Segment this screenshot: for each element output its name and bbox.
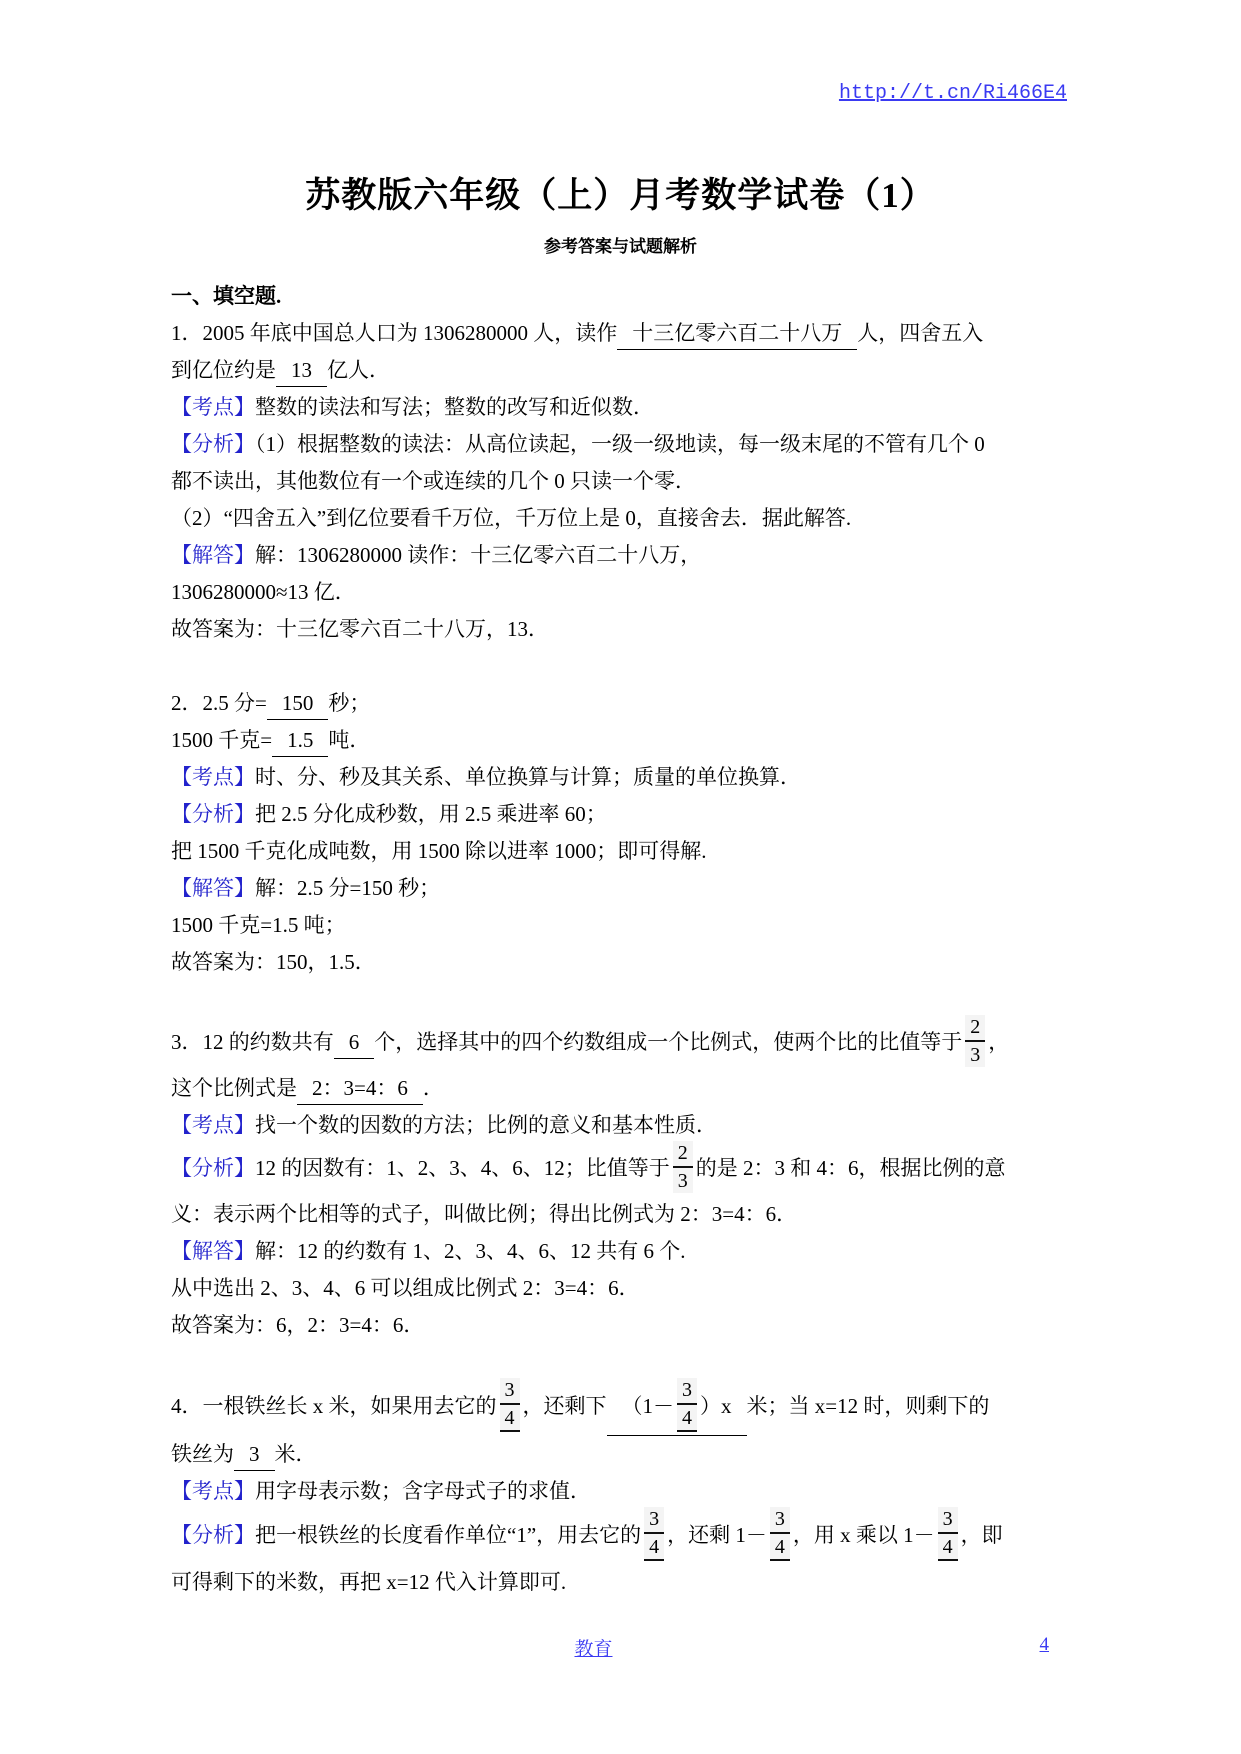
text-run: 故答案为：6，2：3=4：6． — [171, 1313, 425, 1337]
fraction — [677, 1378, 697, 1432]
page-subtitle: 参考答案与试题解析 — [544, 237, 697, 256]
text-run: 米． — [274, 1442, 317, 1466]
title-block — [0, 168, 1241, 257]
answer-blank: 13 — [276, 355, 327, 387]
q3-jieda-2 — [171, 1270, 1077, 1307]
q1-fenxi-2 — [171, 463, 1077, 500]
answer-blank: 1.5 — [272, 725, 328, 757]
header-url-link[interactable]: http://t.cn/Ri466E4 — [838, 82, 1067, 105]
fraction-denominator: 4 — [938, 1534, 958, 1561]
text-run: 故答案为：150，1.5． — [171, 950, 376, 974]
fraction-denominator: 3 — [677, 1170, 688, 1192]
page-number-link[interactable]: 4 — [1039, 1634, 1049, 1655]
section-label: 【分析】 — [171, 1155, 255, 1180]
text-run: ）x — [700, 1393, 732, 1418]
q3-jieda-3 — [171, 1307, 1077, 1344]
text-run: 1500 千克= — [171, 728, 273, 752]
q1-kaodian — [171, 389, 1077, 426]
text-run: 一、填空题. — [171, 284, 282, 308]
section-label: 【分析】 — [171, 432, 255, 456]
section-label: 【解答】 — [171, 543, 255, 567]
section-label: 【考点】 — [171, 1479, 255, 1503]
fraction-denominator: 4 — [644, 1534, 664, 1561]
text-run: 这个比例式是 — [171, 1076, 297, 1100]
section-label: 【考点】 — [171, 765, 255, 789]
q3-fenxi-2 — [171, 1196, 1077, 1233]
text-run: ，还剩 1－ — [667, 1522, 767, 1547]
fraction-numerator: 2 — [673, 1141, 693, 1168]
page-footer — [171, 1634, 1077, 1664]
text-run: 2．2.5 分= — [171, 691, 267, 715]
text-run: 12 的因数有：1、2、3、4、6、12；比值等于 — [255, 1155, 670, 1180]
text-run: 把一根铁丝的长度看作单位“1”，用去它的 — [255, 1522, 642, 1547]
fraction — [500, 1378, 520, 1432]
text-run: 米；当 x=12 时，则剩下的 — [746, 1393, 990, 1418]
text-run: 秒； — [328, 691, 371, 715]
text-run: 把 2.5 分化成秒数，用 2.5 乘进率 60； — [255, 802, 607, 826]
text-run: 解：12 的约数有 1、2、3、4、6、12 共有 6 个. — [255, 1239, 686, 1263]
q4-fenxi-1 — [171, 1510, 1077, 1564]
text-run: ，用 x 乘以 1－ — [792, 1522, 935, 1547]
q3-line-2 — [171, 1070, 1077, 1107]
text-run: （1）根据整数的读法：从高位读起，一级一级地读，每一级末尾的不管有几个 0 — [255, 432, 985, 456]
text-run: （1－ — [621, 1393, 674, 1418]
text-run: ， — [988, 1029, 1010, 1054]
text-run: 解：2.5 分=150 秒； — [255, 876, 441, 900]
fraction — [644, 1507, 664, 1561]
spacer-2 — [171, 981, 1077, 1018]
q1-jieda-1 — [171, 537, 1077, 574]
fraction-numerator: 3 — [500, 1378, 520, 1405]
text-run: 人，四舍五入 — [857, 321, 984, 345]
q4-fenxi-2 — [171, 1564, 1077, 1601]
text-run: 义：表示两个比相等的式子，叫做比例；得出比例式为 2：3=4：6． — [171, 1202, 798, 1226]
text-run: 1500 千克=1.5 吨； — [171, 913, 346, 937]
q2-kaodian — [171, 759, 1077, 796]
text-run: 4．一根铁丝长 x 米，如果用去它的 — [171, 1393, 497, 1418]
q1-line-2 — [171, 352, 1077, 389]
footer-education-link[interactable]: 教育 — [574, 1639, 613, 1660]
text-run: 把 1500 千克化成吨数，用 1500 除以进率 1000；即可得解. — [171, 839, 707, 863]
text-run: 1306280000≈13 亿． — [171, 580, 356, 604]
text-run: ． — [422, 1076, 444, 1100]
q2-jieda-2 — [171, 907, 1077, 944]
q1-jieda-3 — [171, 611, 1077, 648]
text-run: 时、分、秒及其关系、单位换算与计算；质量的单位换算． — [255, 765, 801, 789]
section-heading — [171, 278, 1077, 315]
q1-fenxi-1 — [171, 426, 1077, 463]
text-run: 从中选出 2、3、4、6 可以组成比例式 2：3=4：6． — [171, 1276, 640, 1300]
answer-blank: 3 — [234, 1439, 275, 1471]
text-run: ，即 — [960, 1522, 1003, 1547]
fraction-denominator: 4 — [770, 1534, 790, 1561]
section-label: 【分析】 — [171, 1522, 255, 1547]
q4-kaodian — [171, 1473, 1077, 1510]
text-run: ，还剩下 — [522, 1393, 607, 1418]
text-run: 可得剩下的米数，再把 x=12 代入计算即可. — [171, 1570, 567, 1594]
text-run: 的是 2：3 和 4：6，根据比例的意 — [695, 1155, 1006, 1180]
text-run: 到亿位约是 — [171, 358, 276, 382]
fraction — [673, 1141, 693, 1193]
fraction-numerator: 3 — [770, 1507, 790, 1534]
fraction-denominator: 3 — [970, 1044, 981, 1066]
text-run: 亿人． — [327, 358, 390, 382]
document-body — [171, 278, 1077, 1601]
text-run: 都不读出，其他数位有一个或连续的几个 0 只读一个零． — [171, 469, 696, 493]
section-label: 【分析】 — [171, 802, 255, 826]
section-label: 【考点】 — [171, 1113, 255, 1137]
q2-line-2 — [171, 722, 1077, 759]
section-label: 【解答】 — [171, 876, 255, 900]
q1-line-1 — [171, 315, 1077, 352]
q3-fenxi-1 — [171, 1144, 1077, 1196]
section-label: 【解答】 — [171, 1239, 255, 1263]
text-run: 3．12 的约数共有 — [171, 1029, 334, 1054]
q1-jieda-2 — [171, 574, 1077, 611]
answer-blank: 十三亿零六百二十八万 — [617, 318, 857, 350]
fraction — [938, 1507, 958, 1561]
text-run: 解：1306280000 读作：十三亿零六百二十八万， — [255, 543, 702, 567]
q3-kaodian — [171, 1107, 1077, 1144]
fraction-numerator: 3 — [938, 1507, 958, 1534]
spacer-1 — [171, 648, 1077, 685]
fraction-numerator: 2 — [965, 1015, 985, 1042]
text-run: 吨． — [328, 728, 371, 752]
answer-blank: 6 — [334, 1027, 375, 1059]
text-run: 用字母表示数；含字母式子的求值． — [255, 1479, 591, 1503]
fraction — [965, 1015, 985, 1067]
text-run: 整数的读法和写法；整数的改写和近似数． — [255, 395, 654, 419]
fraction-numerator: 3 — [677, 1378, 697, 1405]
answer-blank: 150 — [267, 688, 329, 720]
fraction-denominator: 4 — [677, 1405, 697, 1432]
page-title: 苏教版六年级（上）月考数学试卷（1） — [305, 176, 936, 215]
q4-line-1 — [171, 1381, 1077, 1436]
q2-fenxi-1 — [171, 796, 1077, 833]
answer-blank: 2：3=4：6 — [297, 1073, 423, 1105]
fraction-numerator: 3 — [644, 1507, 664, 1534]
text-run: 故答案为：十三亿零六百二十八万，13． — [171, 617, 549, 641]
text-run: 找一个数的因数的方法；比例的意义和基本性质． — [255, 1113, 717, 1137]
fraction-denominator: 4 — [500, 1405, 520, 1432]
fraction — [770, 1507, 790, 1561]
q2-fenxi-2 — [171, 833, 1077, 870]
footer-link-wrap — [171, 1634, 1016, 1661]
q1-fenxi-3 — [171, 500, 1077, 537]
q2-jieda-1 — [171, 870, 1077, 907]
text-run: 铁丝为 — [171, 1442, 234, 1466]
answer-blank — [607, 1381, 747, 1436]
text-run: （2）“四舍五入”到亿位要看千万位，千万位上是 0，直接舍去．据此解答. — [171, 506, 852, 530]
text-run: 个，选择其中的四个约数组成一个比例式，使两个比的比值等于 — [374, 1029, 963, 1054]
q3-line-1 — [171, 1018, 1077, 1070]
q2-line-1 — [171, 685, 1077, 722]
text-run: 1．2005 年底中国总人口为 1306280000 人，读作 — [171, 321, 618, 345]
q3-jieda-1 — [171, 1233, 1077, 1270]
spacer-3 — [171, 1344, 1077, 1381]
q4-line-2 — [171, 1436, 1077, 1473]
q2-jieda-3 — [171, 944, 1077, 981]
section-label: 【考点】 — [171, 395, 255, 419]
